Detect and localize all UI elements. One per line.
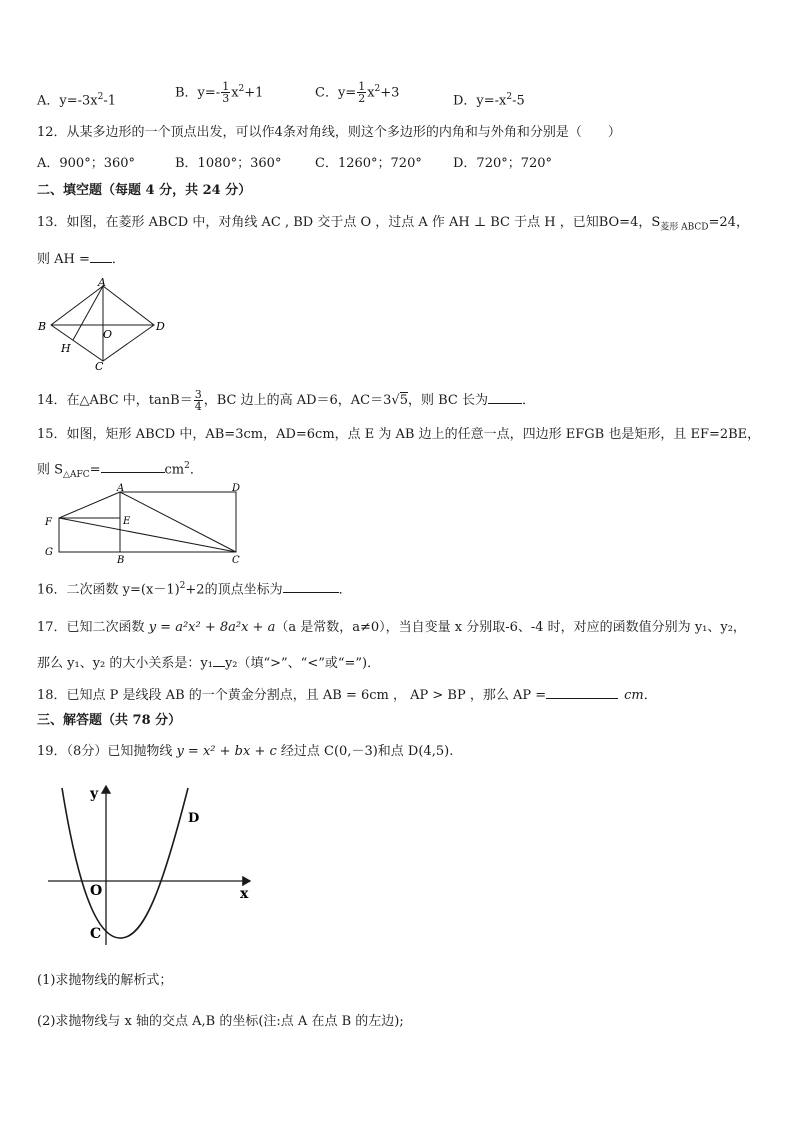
label-x: x (240, 886, 249, 902)
q12-stem: 12．从某多边形的一个顶点出发，可以作4条对角线，则这个多边形的内角和与外角和分别是（ ） (37, 125, 621, 140)
q13-rhombus-figure (35, 276, 170, 372)
label-c: C (95, 360, 104, 372)
label-d: D (156, 320, 165, 333)
section-3-title: 三、解答题（共 78 分） (37, 713, 182, 728)
label-b: B (117, 555, 125, 566)
label-c: C (232, 555, 240, 566)
rectangle-efgb (59, 518, 120, 552)
q13-stem: 13．如图，在菱形 ABCD 中，对角线 AC , BD 交于点 O ，过点 A 作 AH ⊥ BC 于点 H ，已知BO=4，$S_{菱形 ABCD}=24$， (37, 215, 749, 233)
q18-blank[interactable] (546, 686, 618, 699)
q19-stem: 19．（8分）已知抛物线 y = x² + bx + c 经过点 C(0,－3)和点 D(4,5). (37, 744, 454, 759)
q11-option-a: A．$y=-3x^2-1$ (37, 92, 117, 109)
q13-answer-line: 则 AH = ． (37, 252, 125, 267)
q11-option-c: C．y= $\frac{1}{2}$ $x^2+3$ (315, 80, 400, 106)
q12-option-b: B．1080°；360° (175, 156, 282, 171)
label-h: H (61, 342, 71, 355)
q11-option-b: B．y=- $\frac{1}{3}$ $x^2+1$ (175, 80, 264, 106)
label-c: C (90, 926, 102, 942)
q19-parabola-figure (40, 780, 270, 955)
q17-stem: 17．已知二次函数 y = a²x² + 8a²x + a（a 是常数，a≠0），当自变量 x 分别取-6、-4 时，对应的函数值分别为 y₁、y₂， (37, 620, 746, 635)
q16-stem: 16．二次函数 $y=(x-1)^2+2$的顶点坐标为 ． (37, 581, 352, 598)
label-d: D (188, 811, 200, 826)
q18-stem: 18．已知点 P 是线段 AB 的一个黄金分割点，且 AB = 6cm ， AP > BP ，那么 AP = cm． (37, 688, 657, 703)
q19-subquestion-1: (1)求抛物线的解析式； (37, 973, 173, 988)
label-g: G (45, 547, 53, 558)
q15-blank[interactable] (101, 460, 165, 473)
section-2-title: 二、填空题（每题 4 分，共 24 分） (37, 183, 252, 198)
q15-stem: 15．如图，矩形 ABCD 中，AB=3cm，AD=6cm，点 E 为 AB 边上的任意一点，四边形 EFGB 也是矩形，且 EF=2BE， (37, 427, 761, 442)
sqrt-symbol: √ (391, 393, 400, 408)
label-a: A (117, 483, 125, 494)
q16-blank[interactable] (283, 580, 339, 593)
label-e: E (123, 516, 131, 527)
q14-stem: 14．在△ABC 中，tanB＝ $\frac{3}{4}$ ，BC 边上的高 AD＝6，AC＝3√5，则 BC 长为 ． (37, 388, 536, 413)
segment-ac (120, 492, 236, 552)
q17-answer-line: 那么 y₁、y₂ 的大小关系是：y₁ y₂（填“>”、“<”或“=”)． (37, 656, 381, 671)
label-b: B (38, 320, 47, 333)
altitude-ah (73, 286, 103, 340)
label-o: O (103, 328, 113, 341)
label-origin: O (90, 883, 103, 899)
q13-blank[interactable] (90, 250, 112, 263)
q11-option-d: D．$y=-x^2-5$ (453, 92, 525, 109)
q17-blank[interactable] (213, 654, 225, 667)
q12-option-a: A．900°；360° (37, 156, 136, 171)
segment-fa (59, 492, 120, 518)
q12-option-c: C．1260°；720° (315, 156, 422, 171)
q12-option-d: D．720°；720° (453, 156, 553, 171)
segment-fc (59, 518, 236, 552)
q15-answer-line: 则 $S_{\triangle AFC}= cm^2$． (37, 461, 203, 480)
label-d: D (232, 483, 241, 494)
label-f: F (45, 517, 52, 528)
q15-rectangle-figure (40, 482, 245, 566)
label-a: A (98, 276, 106, 289)
parabola-curve (62, 788, 188, 938)
q14-blank[interactable] (488, 391, 522, 404)
label-y: y (90, 786, 99, 802)
q19-subquestion-2: (2)求抛物线与 x 轴的交点 A,B 的坐标(注:点 A 在点 B 的左边); (37, 1014, 404, 1029)
